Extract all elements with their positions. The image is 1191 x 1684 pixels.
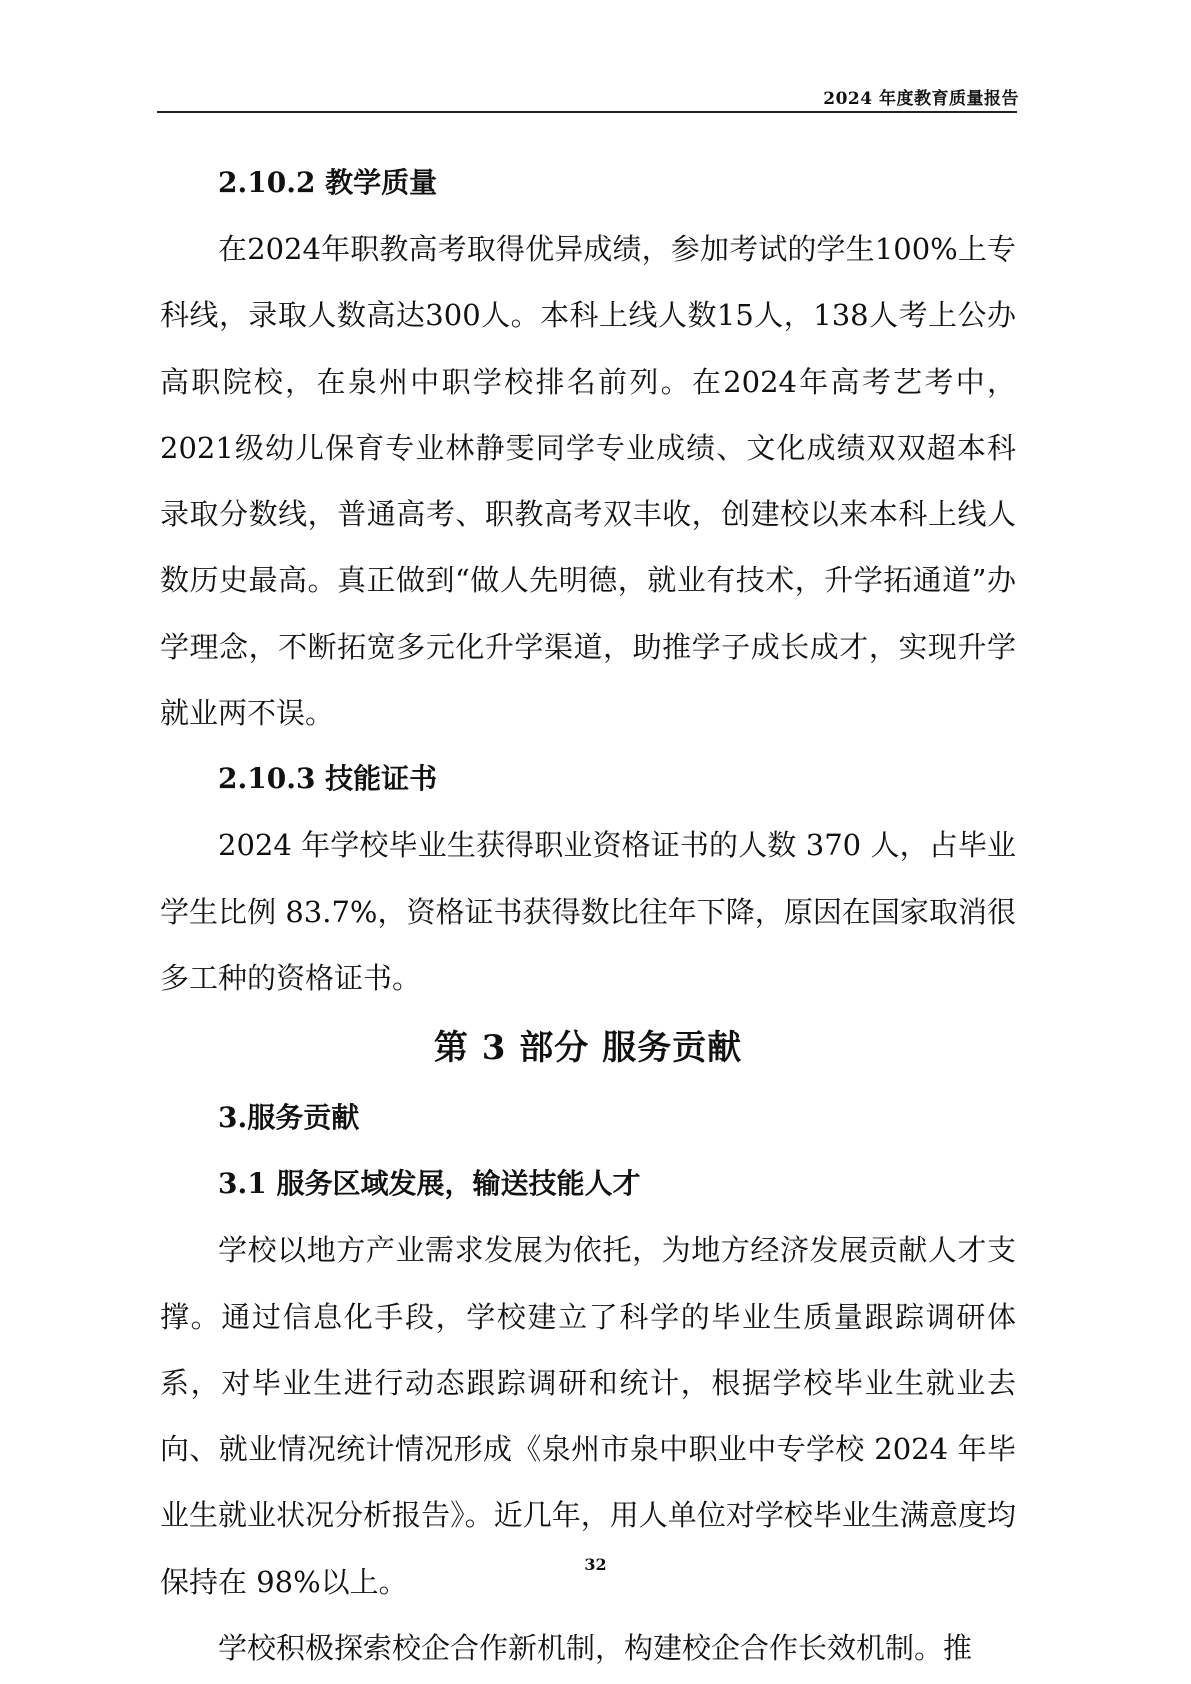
paragraph-regional-development-1: 学校以地方产业需求发展为依托，为地方经济发展贡献人才支撑。通过信息化手段，学校建立了科学的毕业生质量跟踪调研体系，对毕业生进行动态跟踪调研和统计，根据学校毕业生就业去向、就业情况统计情况形成《泉州市泉中职业中专学校 2024 年毕业生就业状况分析报告》。近几年，用人单位对学校毕业生满意度均保持在 98%以上。 [160, 1233, 1016, 1599]
paragraph-skill-certificates: 2024 年学校毕业生获得职业资格证书的人数 370 人，占毕业学生比例 83.7%，资格证书获得数比往年下降，原因在国家取消很多工种的资格证书。 [160, 828, 1016, 995]
paragraph-teaching-quality: 在2024年职教高考取得优异成绩，参加考试的学生100%上专科线，录取人数高达300人。本科上线人数15人，138人考上公办高职院校，在泉州中职学校排名前列。在2024年高考艺考中，2021级幼儿保育专业林静雯同学专业成绩、文化成绩双双超本科录取分数线，普通高考、职教高考双丰收，创建校以来本科上线人数历史最高。真正做到“做人先明德，就业有技术，升学拓通道”办学理念，不断拓宽多元化升学渠道，助推学子成长成才，实现升学就业两不误。 [160, 232, 1016, 731]
chapter-title: 第 3 部分 服务贡献 [433, 1028, 743, 1069]
running-header: 2024 年度教育质量报告 [823, 89, 1019, 109]
paragraph-regional-development-2: 学校积极探索校企合作新机制，构建校企合作长效机制。推 [218, 1631, 973, 1666]
page-number: 32 [584, 1555, 607, 1574]
subsection-heading-regional-development: 3.1 服务区域发展，输送技能人才 [218, 1167, 641, 1201]
section-heading-skill-certificates: 2.10.3 技能证书 [218, 762, 438, 796]
section-heading-service: 3.服务贡献 [218, 1101, 360, 1135]
page-content [160, 150, 1016, 1681]
section-heading-teaching-quality: 2.10.2 教学质量 [218, 166, 438, 199]
header-rule [157, 111, 1017, 113]
